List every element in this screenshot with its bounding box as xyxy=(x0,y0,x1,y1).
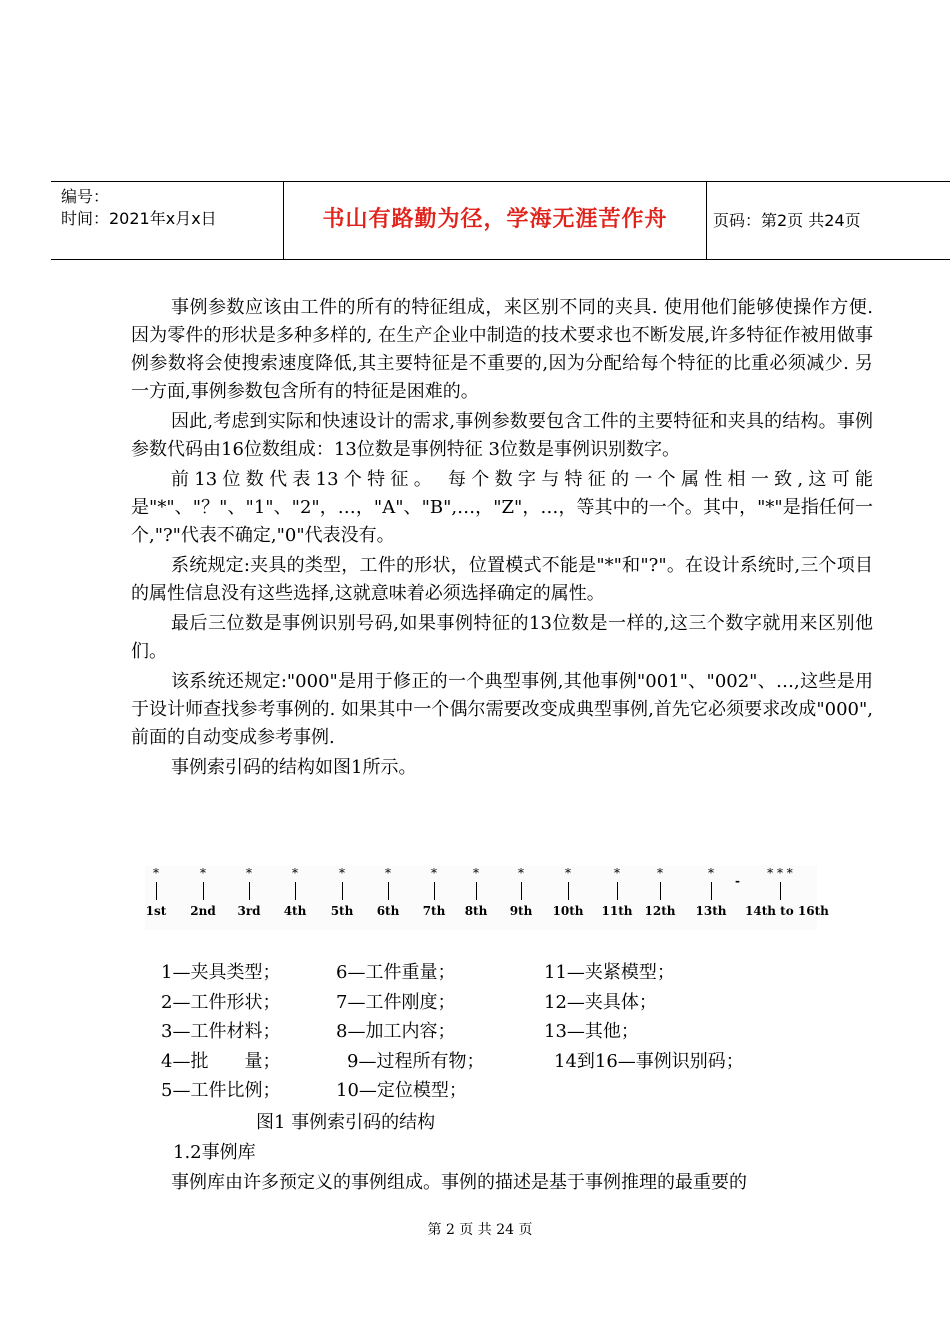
header-table xyxy=(51,181,950,260)
figure-star: * xyxy=(708,866,714,880)
figure-star: * xyxy=(292,866,298,880)
figure-star: * * * xyxy=(767,866,793,880)
figure-tick xyxy=(521,882,522,900)
paragraph: 系统规定:夹具的类型，工件的形状，位置模式不能是"*"和"?"。在设计系统时,三个项目的属性信息没有这些选择,这就意味着必须选择确定的属性。 xyxy=(131,555,873,604)
figure-position-label: 6th xyxy=(376,904,400,918)
section-title: 1.2事例库 xyxy=(173,1142,256,1163)
figure-star: * xyxy=(657,866,663,880)
index-code-figure xyxy=(145,866,829,930)
figure-star: * xyxy=(565,866,571,880)
footer-page-text: 第 2 页 共 24 页 xyxy=(427,1222,533,1238)
legend-item: 8—加工内容； xyxy=(336,1021,456,1042)
figure-position-mark xyxy=(745,866,829,918)
paragraph: 该系统还规定:"000"是用于修正的一个典型事例,其他事例"001"、"002"、…,这些是用于设计师查找参考事例的. 如果其中一个偶尔需要改变成典型事例,首先它必须要求改成"000",前面的自动变成参考事例. xyxy=(131,671,873,748)
figure-position-mark xyxy=(548,866,588,918)
legend-item: 5—工件比例； xyxy=(161,1080,281,1101)
figure-position-mark xyxy=(183,866,223,918)
paragraph: 因此,考虑到实际和快速设计的需求,事例参数要包含工件的主要特征和夹具的结构。事例参数代码由16位数组成：13位数是事例特征 3位数是事例识别数字。 xyxy=(131,411,873,460)
figure-position-label: 2nd xyxy=(190,904,216,918)
figure-position-label: 12th xyxy=(644,904,676,918)
figure-position-label: 10th xyxy=(552,904,584,918)
figure-position-label: 3rd xyxy=(237,904,261,918)
figure-tick xyxy=(249,882,250,900)
figure-star: * xyxy=(200,866,206,880)
legend-item: 7—工件刚度； xyxy=(336,991,456,1013)
header-divider xyxy=(706,182,707,259)
paragraph: 最后三位数是事例识别号码,如果事例特征的13位数是一样的,这三个数字就用来区别他们。 xyxy=(131,613,873,662)
page-footer xyxy=(0,1219,950,1239)
time-label: 时间：2021年x月x日 xyxy=(61,209,217,228)
figure-position-mark xyxy=(136,866,176,918)
figure-tick xyxy=(476,882,477,900)
figure-position-mark xyxy=(640,866,680,918)
paragraph: 前13位数代表13个特征。 每个数字与特征的一个属性相一致,这可能是"*"、"？"、"1"、"2"，…，"A"、"B",…，"Z"，…，等其中的一个。其中，"*"是指任何一个,"?"代表不确定,"0"代表没有。 xyxy=(131,469,873,546)
figure-tick xyxy=(156,882,157,900)
figure-star: * xyxy=(246,866,252,880)
figure-tick xyxy=(660,882,661,900)
figure-position-label: 14th to 16th xyxy=(745,904,829,918)
figure-dash: - xyxy=(735,874,740,888)
legend-item: 4—批 量； xyxy=(161,1050,281,1072)
paragraph: 事例参数应该由工件的所有的特征组成，来区别不同的夹具. 使用他们能够使操作方便. 因为零件的形状是多种多样的, 在生产企业中制造的技术要求也不断发展,许多特征作被用做事例参数将会使搜索速度降低,其主要特征是不重要的,因为分配给每个特征的比重必须减少. 另一方面,事例参数包含所有的特征是困难的。 xyxy=(131,297,873,402)
figure-position-label: 8th xyxy=(464,904,488,918)
figure-tick xyxy=(568,882,569,900)
figure-star: * xyxy=(614,866,620,880)
legend-item: 14到16—事例识别码； xyxy=(554,1050,744,1072)
legend-item: 12—夹具体； xyxy=(544,991,657,1013)
legend-item: 10—定位模型； xyxy=(336,1080,467,1101)
figure-position-label: 5th xyxy=(330,904,354,918)
header-page-info: 页码：第2页 共24页 xyxy=(713,211,861,230)
motto: 书山有路勤为径，学海无涯苦作舟 xyxy=(322,207,668,232)
figure-tick xyxy=(203,882,204,900)
figure-position-mark xyxy=(501,866,541,918)
paragraph: 事例索引码的结构如图1所示。 xyxy=(171,757,417,778)
figure-position-mark xyxy=(456,866,496,918)
paragraph: 事例库由许多预定义的事例组成。事例的描述是基于事例推理的最重要的 xyxy=(171,1172,747,1193)
figure-position-label: 7th xyxy=(422,904,446,918)
figure-position-mark xyxy=(414,866,454,918)
figure-position-mark xyxy=(597,866,637,918)
figure-tick xyxy=(780,882,781,900)
figure-tick xyxy=(711,882,712,900)
figure-star: * xyxy=(339,866,345,880)
body-text xyxy=(131,294,873,784)
legend-item: 2—工件形状； xyxy=(161,991,281,1013)
figure-star: * xyxy=(153,866,159,880)
figure-position-mark xyxy=(229,866,269,918)
figure-position-label: 13th xyxy=(695,904,727,918)
figure-position-label: 4th xyxy=(283,904,307,918)
legend-item: 6—工件重量； xyxy=(336,962,456,983)
figure-star: * xyxy=(431,866,437,880)
legend-item: 11—夹紧模型； xyxy=(544,962,675,983)
legend-item: 9—过程所有物； xyxy=(347,1050,485,1072)
figure-caption: 图1 事例索引码的结构 xyxy=(256,1112,436,1133)
legend-item: 1—夹具类型； xyxy=(161,962,281,983)
figure-position-mark xyxy=(368,866,408,918)
figure-position-label: 1st xyxy=(145,904,167,918)
figure-position-mark xyxy=(322,866,362,918)
figure-tick xyxy=(295,882,296,900)
figure-position-mark xyxy=(691,866,731,918)
id-label: 编号： xyxy=(61,187,110,206)
figure-star: * xyxy=(385,866,391,880)
figure-position-label: 11th xyxy=(601,904,633,918)
figure-position-mark xyxy=(275,866,315,918)
figure-star: * xyxy=(473,866,479,880)
figure-tick xyxy=(388,882,389,900)
header-meta xyxy=(61,186,281,230)
figure-position-label: 9th xyxy=(509,904,533,918)
legend-item: 3—工件材料； xyxy=(161,1021,281,1042)
legend-item: 13—其他； xyxy=(544,1021,639,1042)
figure-tick xyxy=(342,882,343,900)
figure-star: * xyxy=(518,866,524,880)
figure-tick xyxy=(434,882,435,900)
figure-tick xyxy=(617,882,618,900)
